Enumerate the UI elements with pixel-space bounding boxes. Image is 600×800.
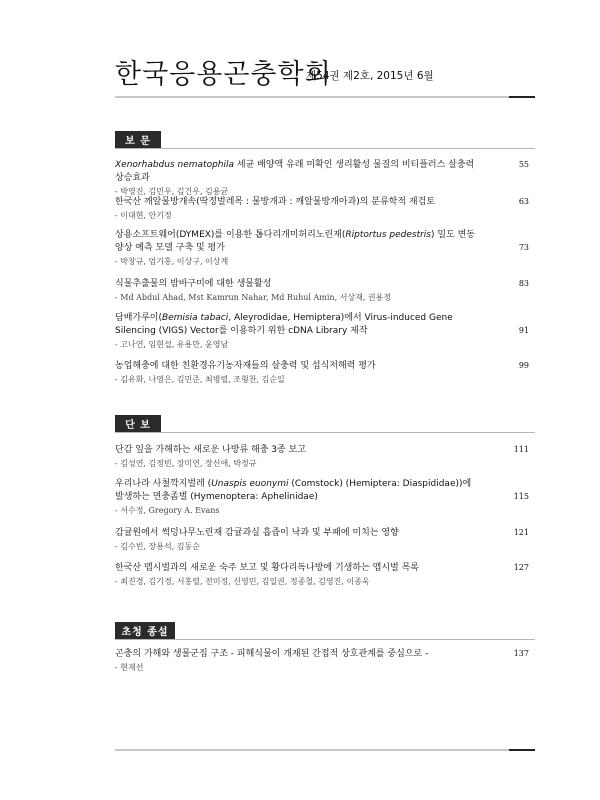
article-page: 137 (513, 649, 529, 658)
article-page: 115 (513, 492, 529, 501)
journal-title: 한국응용곤충학회 (115, 59, 332, 90)
article-title: 상용소프트웨어(DYMEX)를 이용한 톱다리개미허리노린재(Riptortus pedestris) 밀도 변동 양상 예측 모델 구축 및 평가 (115, 230, 475, 253)
section-label-original-articles: 보 문 (115, 131, 161, 148)
article-authors: - Md Abdul Ahad, Mst Kamrun Nahar, Md Ruhul Amin, 서상재, 권용정 (115, 293, 392, 302)
article-page: 121 (513, 528, 529, 537)
article-title: 우리나라 사철깍지벌레 (Unaspis euonymi (Comstock) (Hemiptera: Diaspididae))에 발생하는 면충좀벌 (Hymenoptera: Aphelinidae) (115, 479, 472, 502)
article-authors: - 현재선 (115, 663, 144, 672)
article-title: 곤충의 가해와 생물군집 구조 - 피해식물이 개재된 간접적 상호관계를 중심으로 - (115, 649, 429, 659)
article-authors: - 이대현, 안기정 (115, 211, 172, 220)
footer-rule-accent (509, 749, 535, 751)
journal-issue: 제54권 제2호, 2015년 6월 (306, 70, 434, 82)
article-authors: - 서수정, Gregory A. Evans (115, 506, 220, 515)
article-title: Xenorhabdus nematophila 세균 배양액 유래 미확인 생리활성 물질의 비티플러스 살충력 상승효과 (115, 160, 475, 183)
section-label-short-communications: 단 보 (115, 415, 161, 432)
article-entry[interactable] (115, 444, 535, 470)
header-rule (115, 96, 535, 98)
article-page: 55 (518, 160, 529, 169)
article-title: 감귤원에서 썩덩나무노린재 감귤과실 흡즙이 낙과 및 부패에 미치는 영향 (115, 528, 399, 538)
article-title: 단감 잎을 가해하는 새로운 나방류 해충 3종 보고 (115, 445, 306, 455)
article-entry[interactable] (115, 312, 535, 351)
article-authors: - 고나연, 임현섭, 유용만, 윤영남 (115, 340, 229, 349)
article-entry[interactable] (115, 159, 535, 198)
section-rule (115, 639, 535, 640)
article-authors: - 박창규, 엄기홍, 이상구, 이상계 (115, 257, 229, 266)
article-entry[interactable] (115, 229, 535, 268)
article-title: 담배가루이(Bemisia tabaci, Aleyrodidae, Hemiptera)에서 Virus-induced Gene Silencing (VIGS) Vector를 이용하기 위한 cDNA Library 제작 (115, 313, 453, 336)
article-entry[interactable] (115, 562, 535, 588)
article-page: 99 (518, 361, 529, 370)
article-authors: - 김유화, 나영은, 김민준, 최병렬, 조형찬, 김순일 (115, 375, 285, 384)
article-page: 111 (513, 445, 529, 454)
article-page: 63 (518, 197, 529, 206)
section-rule (115, 432, 535, 433)
article-authors: - 박영진, 김민우, 김건우, 김용균 (115, 187, 229, 196)
article-page: 83 (518, 279, 529, 288)
article-authors: - 김성연, 김정빈, 장미연, 장신애, 박정규 (115, 459, 257, 468)
section-label-invited-review: 초청 종설 (115, 622, 175, 639)
article-entry[interactable] (115, 196, 535, 222)
article-entry[interactable] (115, 278, 535, 304)
header-rule-accent (509, 96, 535, 98)
article-title: 한국산 깨알물방개속(딱정벌레목 : 물방개과 : 깨알물방개아과)의 분류학적 재검토 (115, 197, 436, 207)
footer-rule (115, 749, 535, 751)
article-page: 127 (513, 563, 529, 572)
article-entry[interactable] (115, 478, 535, 517)
article-title: 식물추출물의 밤바구미에 대한 생물활성 (115, 279, 272, 289)
article-entry[interactable] (115, 527, 535, 553)
article-title: 농업해충에 대한 친환경유기농자재들의 살충력 및 섭식저해력 평가 (115, 361, 376, 371)
article-authors: - 최진경, 김기경, 서홍렬, 전미정, 신영민, 김일권, 정종철, 김영진, 이종욱 (115, 577, 370, 586)
article-entry[interactable] (115, 360, 535, 386)
section-rule (115, 148, 535, 149)
article-authors: - 김수빈, 장용석, 김동순 (115, 542, 200, 551)
article-page: 73 (518, 243, 529, 252)
article-title: 한국산 맵시벌과의 새로운 숙주 보고 및 황다리독나방에 기생하는 맵시벌 목록 (115, 563, 419, 573)
article-entry[interactable] (115, 648, 535, 674)
article-page: 91 (518, 326, 529, 335)
